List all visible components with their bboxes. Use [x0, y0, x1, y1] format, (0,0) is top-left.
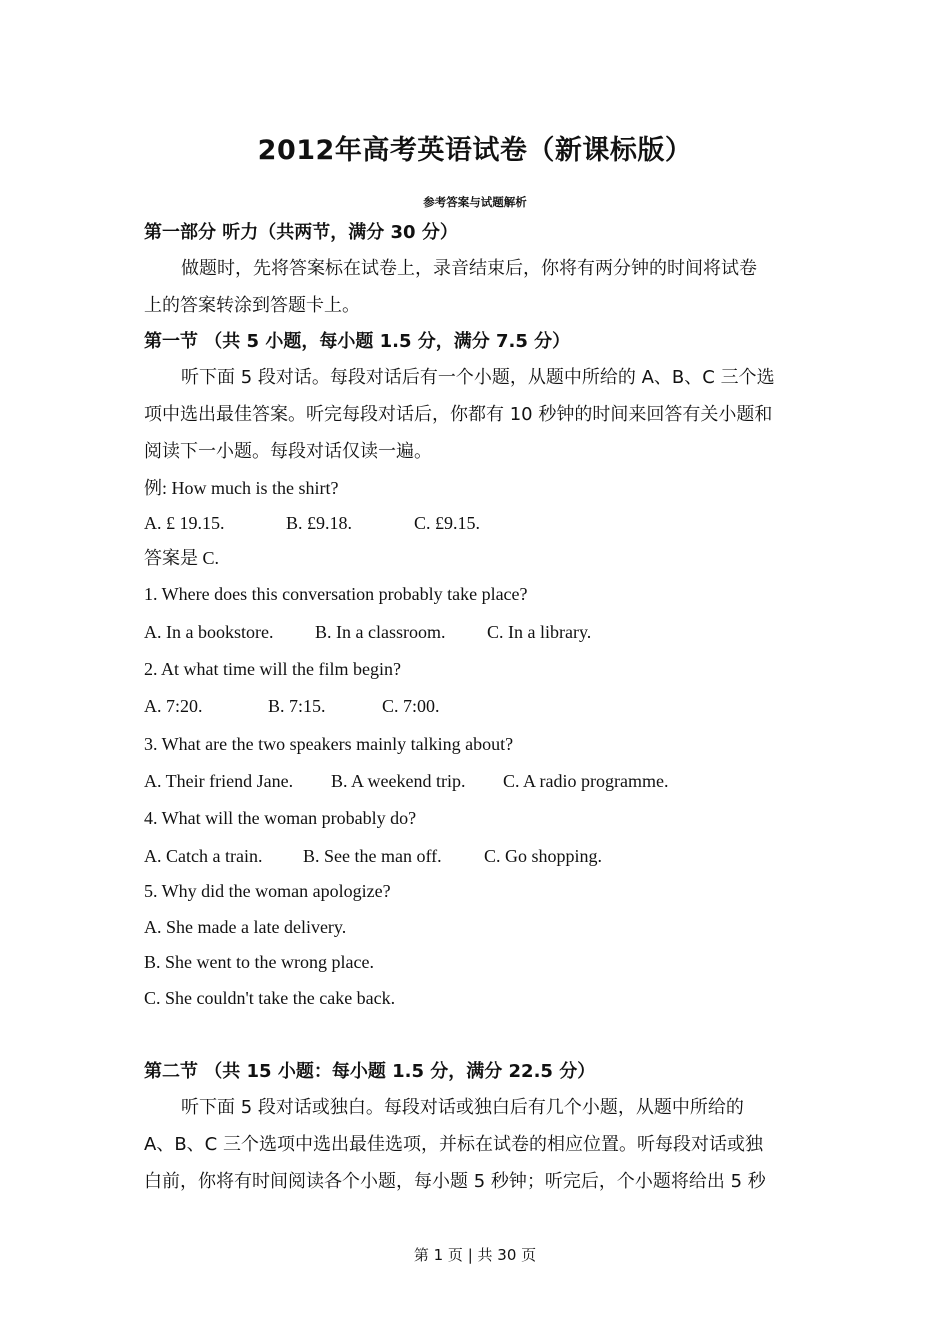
option: B. A weekend trip. — [331, 771, 466, 791]
option: B. In a classroom. — [315, 622, 446, 642]
section2-intro-line: A、B、C 三个选项中选出最佳选项，并标在试卷的相应位置。听每段对话或独 — [144, 1134, 763, 1155]
question-options — [144, 769, 668, 793]
option: C. In a library. — [487, 622, 592, 642]
option: B. 7:15. — [268, 696, 326, 716]
option: A. In a bookstore. — [144, 622, 274, 642]
option: B. See the man off. — [303, 846, 442, 866]
option: A. Their friend Jane. — [144, 771, 294, 791]
section1-intro-line: 项中选出最佳答案。听完每段对话后，你都有 10 秒钟的时间来回答有关小题和 — [144, 404, 773, 425]
option: C. A radio programme. — [503, 771, 669, 791]
question-options — [144, 844, 602, 868]
section1-heading: 第一节 （共 5 小题，每小题 1.5 分，满分 7.5 分） — [144, 331, 571, 352]
question-text: 2. At what time will the film begin? — [144, 659, 401, 679]
option: B. She went to the wrong place. — [144, 952, 374, 972]
question-text: 5. Why did the woman apologize? — [144, 881, 391, 901]
part1-heading: 第一部分 听力（共两节，满分 30 分） — [144, 222, 458, 243]
section2-intro-line: 听下面 5 段对话或独白。每段对话或独白后有几个小题，从题中所给的 — [181, 1097, 744, 1118]
question-text: 1. Where does this conversation probably take place? — [144, 584, 528, 604]
option: A. Catch a train. — [144, 846, 263, 866]
section1-intro-line: 听下面 5 段对话。每段对话后有一个小题，从题中所给的 A、B、C 三个选 — [181, 367, 775, 388]
option: C. Go shopping. — [484, 846, 603, 866]
page-subtitle: 参考答案与试题解析 — [423, 195, 527, 209]
page-footer: 第 1 页 | 共 30 页 — [413, 1246, 537, 1264]
question-options — [144, 694, 440, 718]
option: A. £ 19.15. — [144, 513, 225, 533]
part1-intro-line: 上的答案转涂到答题卡上。 — [144, 295, 360, 316]
option: B. £9.18. — [286, 513, 353, 533]
option: C. £9.15. — [414, 513, 481, 533]
question-text: 3. What are the two speakers mainly talking about? — [144, 734, 514, 754]
option: A. She made a late delivery. — [144, 917, 347, 937]
example-question: 例: How much is the shirt? — [144, 478, 339, 498]
page-title: 2012年高考英语试卷（新课标版） — [257, 135, 693, 166]
section1-intro-line: 阅读下一小题。每段对话仅读一遍。 — [144, 441, 432, 462]
option: A. 7:20. — [144, 696, 203, 716]
part1-intro-line: 做题时，先将答案标在试卷上，录音结束后，你将有两分钟的时间将试卷 — [181, 258, 757, 279]
option: C. 7:00. — [382, 696, 440, 716]
option: C. She couldn't take the cake back. — [144, 988, 396, 1008]
example-answer: 答案是 C. — [144, 548, 220, 568]
section2-intro-line: 白前，你将有时间阅读各个小题，每小题 5 秒钟；听完后，个小题将给出 5 秒 — [144, 1171, 766, 1192]
question-text: 4. What will the woman probably do? — [144, 808, 417, 828]
section2-heading: 第二节 （共 15 小题：每小题 1.5 分，满分 22.5 分） — [144, 1061, 596, 1082]
question-options — [144, 620, 591, 644]
example-options — [144, 511, 480, 535]
